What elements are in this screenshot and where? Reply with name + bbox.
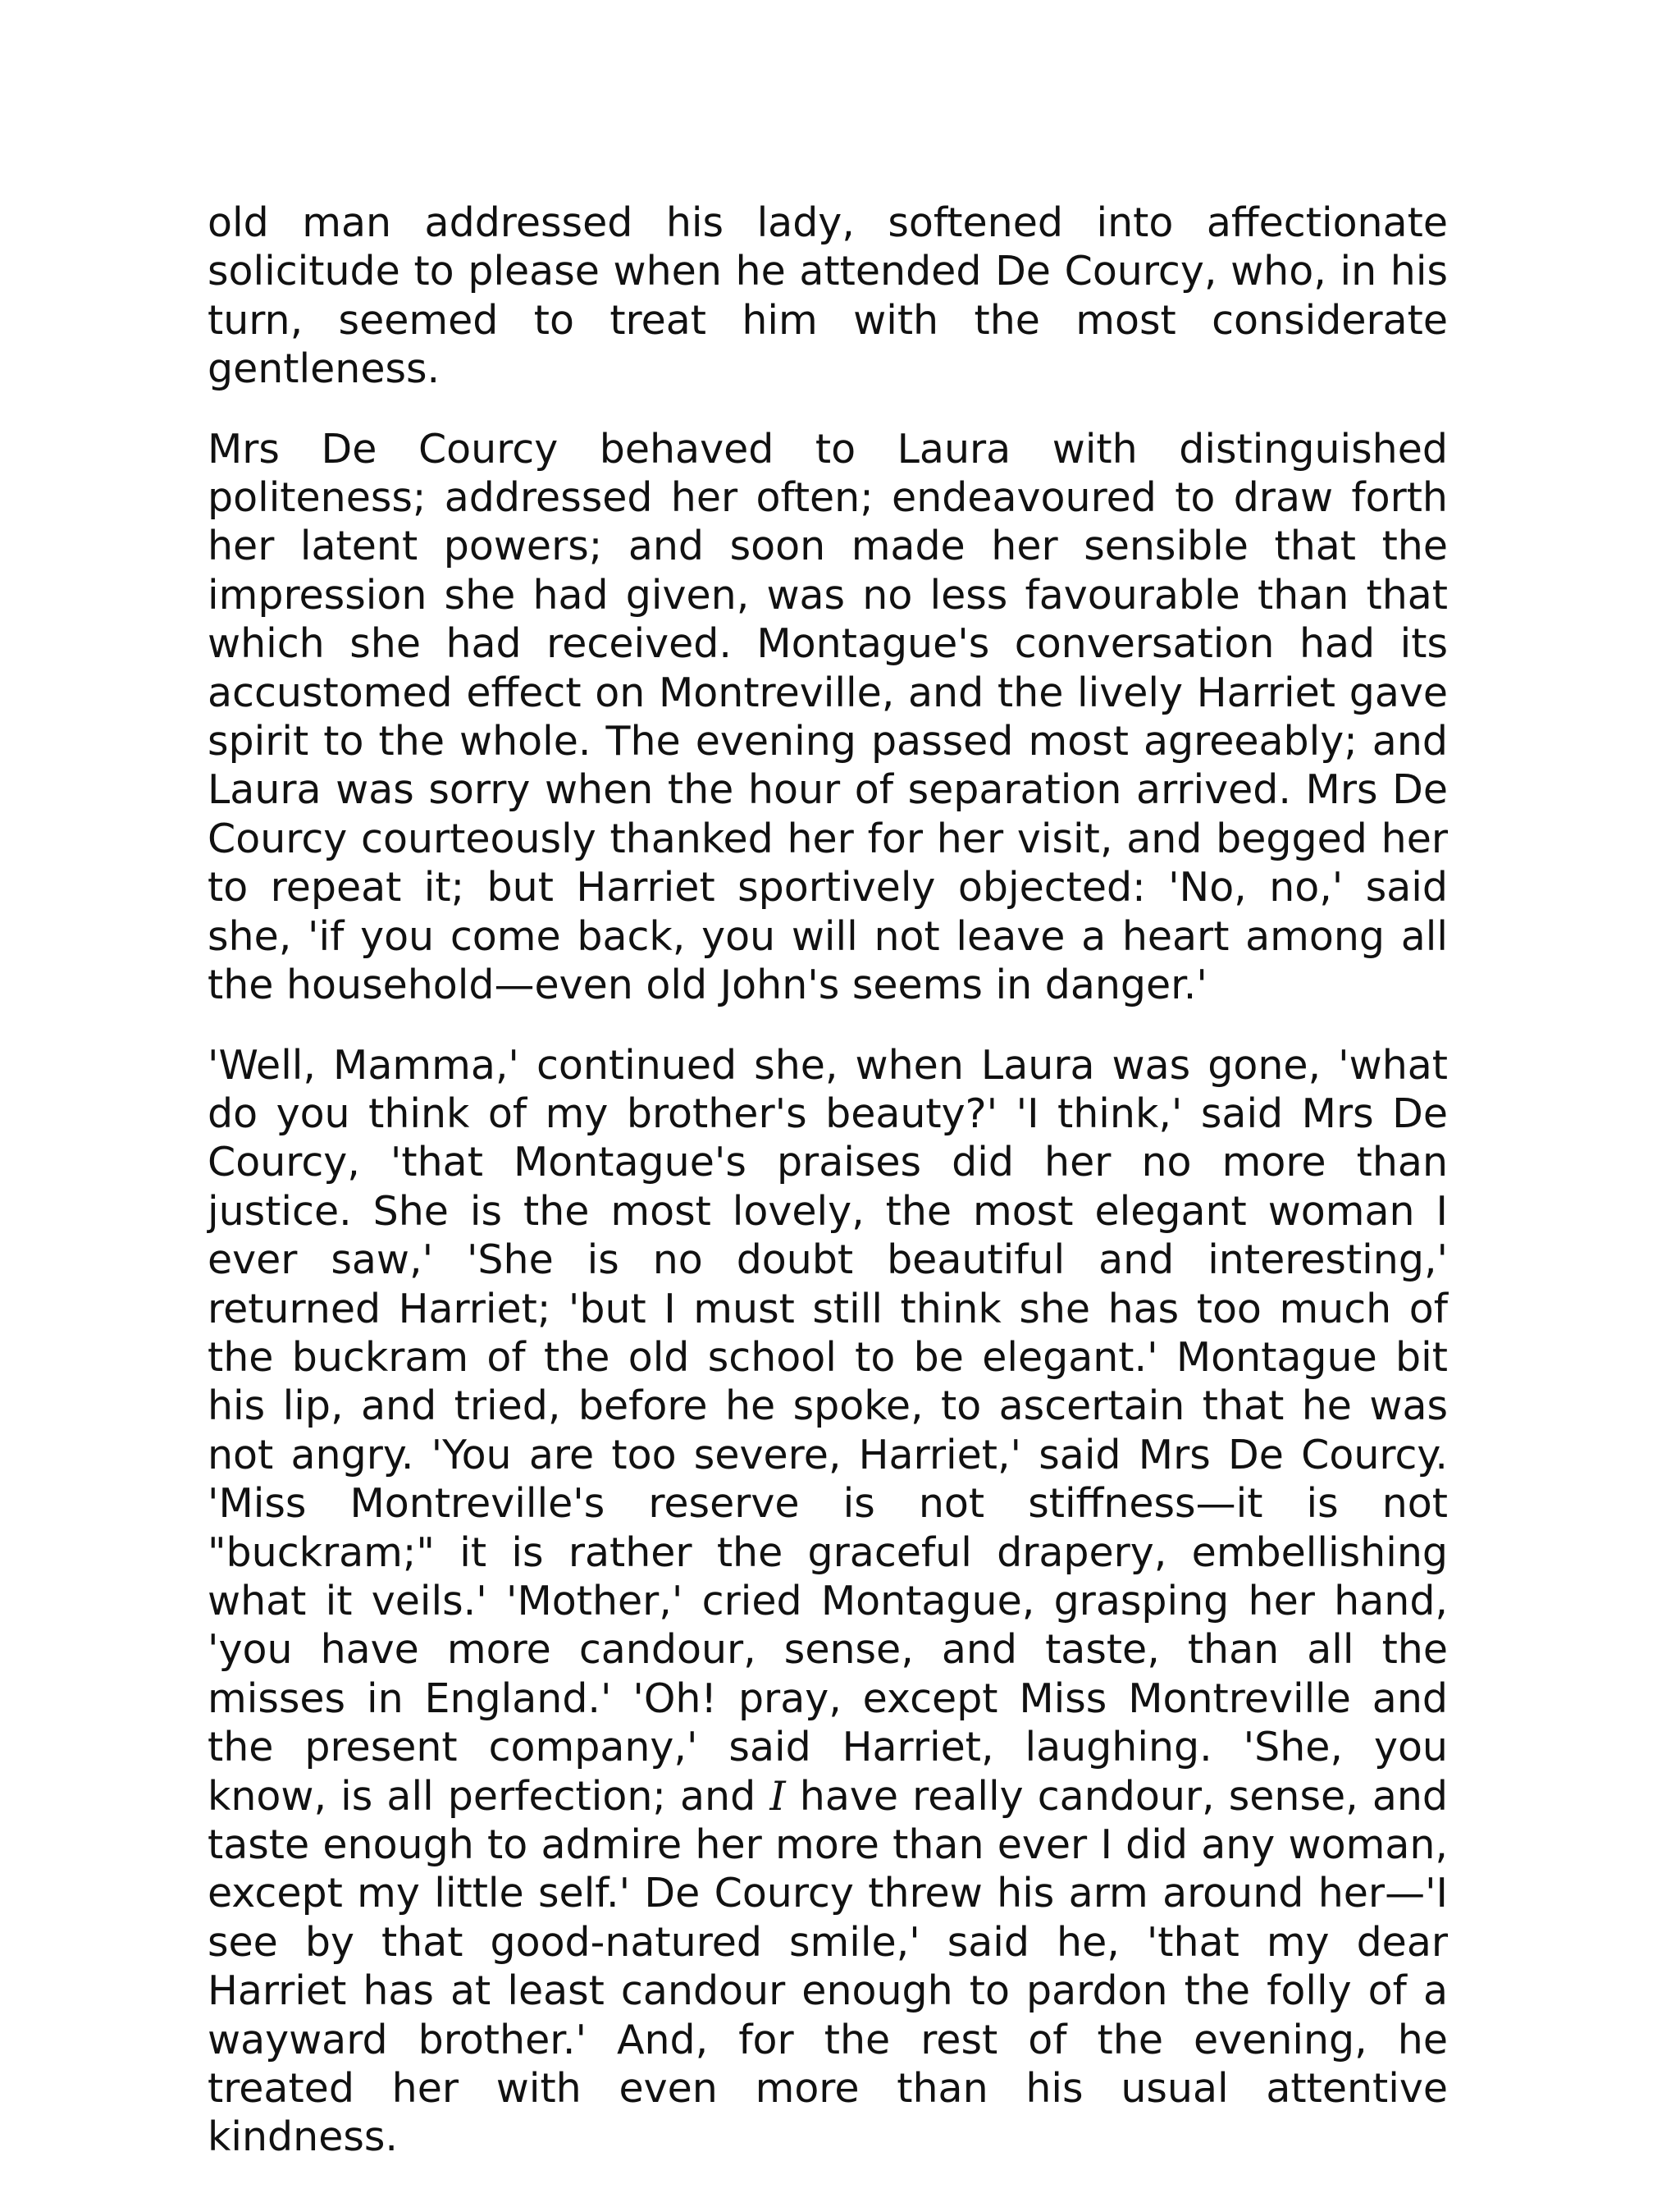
paragraph-3: [208, 1041, 1448, 2162]
paragraph-3-part-2: have really candour, sense, and taste enough to admire her more than ever I did any woman, except my little self.' De Courcy threw his arm around her—'I see by that good-natured smile,' said he, 'that my dear Harriet has at least candour enough to pardon the folly of a wayward brother.' And, for the rest of the evening, he treated her with even more than his usual attentive kindness.: [208, 1772, 1448, 2161]
paragraph-1: old man addressed his lady, softened into affectionate solicitude to please when he attended De Courcy, who, in his turn, seemed to treat him with the most considerate gentleness.: [208, 199, 1448, 393]
italic-pronoun: I: [769, 1772, 786, 1820]
paragraph-3-part-1: 'Well, Mamma,' continued she, when Laura was gone, 'what do you think of my brother's beauty?' 'I think,' said Mrs De Courcy, 'that Montague's praises did her no more than justice. She is the most lovely, the most elegant woman I ever saw,' 'She is no doubt beautiful and interesting,' returned Harriet; 'but I must still think she has too much of the buckram of the old school to be elegant.' Montague bit his lip, and tried, before he spoke, to ascertain that he was not angry. 'You are too severe, Harriet,' said Mrs De Courcy. 'Miss Montreville's reserve is not stiffness—it is not "buckram;" it is rather the graceful drapery, embellishing what it veils.' 'Mother,' cried Montague, grasping her hand, 'you have more candour, sense, and taste, than all the misses in England.' 'Oh! pray, except Miss Montreville and the present company,' said Harriet, laughing. 'She, you know, is all perfection; and: [208, 1041, 1448, 1820]
page-text: [208, 199, 1448, 2193]
paragraph-2: Mrs De Courcy behaved to Laura with distinguished politeness; addressed her often; endeavoured to draw forth her latent powers; and soon made her sensible that the impression she had given, was no less favourable than that which she had received. Montague's conversation had its accustomed effect on Montreville, and the lively Harriet gave spirit to the whole. The evening passed most agreeably; and Laura was sorry when the hour of separation arrived. Mrs De Courcy courteously thanked her for her visit, and begged her to repeat it; but Harriet sportively objected: 'No, no,' said she, 'if you come back, you will not leave a heart among all the household—even old John's seems in danger.': [208, 425, 1448, 1009]
